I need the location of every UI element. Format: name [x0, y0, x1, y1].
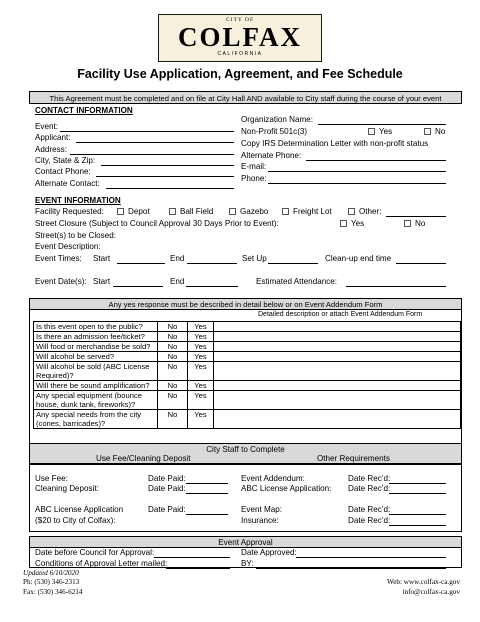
- address-field[interactable]: [70, 145, 234, 155]
- cleaning-date-paid-label: Date Paid:: [148, 484, 186, 493]
- event-description-label: Event Description:: [35, 242, 101, 251]
- question-text: Any special needs from the city (cones, barricades)?: [34, 410, 158, 429]
- times-start-label: Start: [93, 254, 111, 263]
- street-closure-no-checkbox[interactable]: [404, 220, 411, 227]
- questions-left-border: [29, 310, 30, 464]
- dates-start-field[interactable]: [113, 277, 163, 287]
- question-detail-field[interactable]: [214, 381, 461, 391]
- question-yes[interactable]: Yes: [188, 322, 214, 332]
- event-field[interactable]: [60, 122, 234, 132]
- facility-gazebo[interactable]: [229, 207, 268, 216]
- alternate-phone-field[interactable]: [306, 151, 446, 161]
- question-detail-field[interactable]: [214, 322, 461, 332]
- approved-by-label: BY:: [241, 559, 254, 568]
- facility-freight-lot-label: Freight Lot: [293, 207, 332, 216]
- alternate-contact-field[interactable]: [106, 179, 234, 189]
- use-fee-date-paid-label: Date Paid:: [148, 474, 186, 483]
- email-label: E-mail:: [241, 162, 267, 171]
- nonprofit-yes-label: Yes: [379, 127, 393, 136]
- email-field[interactable]: [268, 162, 446, 172]
- question-text: Will there be sound amplification?: [34, 381, 158, 391]
- question-no[interactable]: No: [158, 410, 188, 429]
- question-row: [34, 332, 461, 342]
- street-closure-label: Street Closure (Subject to Council Approval 30 Days Prior to Event):: [35, 219, 279, 228]
- question-row: [34, 342, 461, 352]
- question-row: [34, 410, 461, 429]
- applicant-label: Applicant:: [35, 133, 71, 142]
- street-closure-no-label: No: [415, 219, 426, 228]
- dates-end-field[interactable]: [186, 277, 238, 287]
- facility-ball-field-checkbox[interactable]: [169, 208, 176, 215]
- copy-irs-label: Copy IRS Determination Letter with non-profit status: [241, 139, 429, 148]
- facility-freight-lot[interactable]: [282, 207, 332, 216]
- question-text: Is this event open to the public?: [34, 322, 158, 332]
- question-no[interactable]: No: [158, 391, 188, 410]
- phone-field[interactable]: [268, 174, 446, 184]
- question-yes[interactable]: Yes: [188, 362, 214, 381]
- detail-header: Detailed description or attach Event Addendum Form: [258, 311, 423, 318]
- setup-field[interactable]: [268, 254, 318, 264]
- date-approved-label: Date Approved:: [241, 548, 297, 557]
- date-before-council-label: Date before Council for Approval:: [35, 548, 155, 557]
- event-map-label: Event Map:: [241, 505, 282, 514]
- abc-application-label-2: ($20 to City of Colfax):: [35, 516, 116, 525]
- alternate-phone-label: Alternate Phone:: [241, 151, 302, 160]
- organization-name-label: Organization Name:: [241, 115, 313, 124]
- streets-closed-label: Street(s) to be Closed:: [35, 231, 116, 240]
- insurance-label: Insurance:: [241, 516, 279, 525]
- question-detail-field[interactable]: [214, 362, 461, 381]
- street-closure-yes-label: Yes: [351, 219, 365, 228]
- abc-date-paid-field[interactable]: [186, 505, 228, 515]
- applicant-field[interactable]: [76, 133, 234, 143]
- times-end-label: End: [170, 254, 185, 263]
- questions-right-border: [461, 310, 462, 464]
- question-row: [34, 322, 461, 332]
- question-row: [34, 362, 461, 381]
- question-row: [34, 352, 461, 362]
- staff-right-title: Other Requirements: [317, 454, 390, 463]
- abc-license-app-label: ABC License Application:: [241, 484, 332, 493]
- abc-application-label-1: ABC License Application: [35, 505, 124, 514]
- city-state-zip-field[interactable]: [101, 156, 234, 166]
- question-yes[interactable]: Yes: [188, 342, 214, 352]
- facility-gazebo-label: Gazebo: [240, 207, 269, 216]
- organization-name-field[interactable]: [318, 115, 446, 125]
- dates-start-label: Start: [93, 277, 111, 286]
- street-closure-yes-checkbox[interactable]: [340, 220, 347, 227]
- facility-other-checkbox[interactable]: [348, 208, 355, 215]
- contact-heading: CONTACT INFORMATION: [35, 106, 133, 115]
- question-no[interactable]: No: [158, 362, 188, 381]
- question-yes[interactable]: Yes: [188, 352, 214, 362]
- question-row: [34, 381, 461, 391]
- question-detail-field[interactable]: [214, 342, 461, 352]
- yes-response-notice: [29, 298, 462, 310]
- cleaning-date-paid-field[interactable]: [186, 484, 228, 494]
- address-label: Address:: [35, 145, 67, 154]
- nonprofit-yes[interactable]: [368, 127, 392, 136]
- facility-depot-label: Depot: [128, 207, 150, 216]
- map-recd-field[interactable]: [389, 505, 446, 515]
- questions-table: [33, 321, 461, 429]
- logo-main-text: COLFAX: [178, 22, 302, 52]
- question-yes[interactable]: Yes: [188, 391, 214, 410]
- yes-response-notice-text: Any yes response must be described in detail below or on Event Addendum Form: [108, 300, 383, 309]
- addendum-recd-field[interactable]: [389, 474, 446, 484]
- city-state-zip-label: City, State & Zip:: [35, 156, 96, 165]
- staff-left-title: Use Fee/Cleaning Deposit: [96, 454, 191, 463]
- staff-title: City Staff to Complete: [206, 445, 285, 454]
- use-fee-date-paid-field[interactable]: [186, 474, 228, 484]
- setup-label: Set Up: [242, 254, 267, 263]
- use-fee-label: Use Fee:: [35, 474, 68, 483]
- question-no[interactable]: No: [158, 352, 188, 362]
- street-closure-no[interactable]: [404, 219, 425, 228]
- event-dates-label: Event Date(s):: [35, 277, 87, 286]
- attendance-field[interactable]: [346, 277, 446, 287]
- facility-ball-field-label: Ball Field: [180, 207, 214, 216]
- facility-requested-label: Facility Requested:: [35, 207, 104, 216]
- nonprofit-no-label: No: [435, 127, 446, 136]
- footer-web: Web: www.colfax-ca.gov: [387, 578, 460, 586]
- footer-updated: Updated 6/10/2020: [23, 569, 79, 577]
- question-no[interactable]: No: [158, 322, 188, 332]
- staff-header: [29, 443, 462, 464]
- approval-title: Event Approval: [218, 538, 273, 547]
- cleanup-label: Clean-up end time: [325, 254, 392, 263]
- footer-fax: Fax: (530) 346-6214: [23, 588, 83, 596]
- logo-bottom-text: CALIFORNIA: [217, 51, 263, 57]
- facility-ball-field[interactable]: [169, 207, 213, 216]
- event-heading: EVENT INFORMATION: [35, 196, 121, 205]
- nonprofit-no-checkbox[interactable]: [424, 128, 431, 135]
- logo-top-text: CITY OF: [225, 17, 255, 23]
- question-detail-field[interactable]: [214, 352, 461, 362]
- date-approved-field[interactable]: [296, 548, 446, 558]
- attendance-label: Estimated Attendance:: [256, 277, 337, 286]
- contact-phone-field[interactable]: [96, 167, 234, 177]
- abc-recd-field[interactable]: [389, 484, 446, 494]
- nonprofit-label: Non-Profit 501c(3): [241, 127, 308, 136]
- facility-depot[interactable]: [117, 207, 150, 216]
- times-start-field[interactable]: [117, 254, 165, 264]
- footer-email: info@colfax-ca.gov: [402, 588, 460, 596]
- question-detail-field[interactable]: [214, 332, 461, 342]
- alternate-contact-label: Alternate Contact:: [35, 179, 100, 188]
- phone-label: Phone:: [241, 174, 267, 183]
- agreement-notice-text: This Agreement must be completed and on file at City Hall AND available to City staff during the course of your event: [49, 93, 442, 103]
- insurance-recd-field[interactable]: [389, 516, 446, 526]
- times-end-field[interactable]: [187, 254, 237, 264]
- cleaning-deposit-label: Cleaning Deposit:: [35, 484, 99, 493]
- question-yes[interactable]: Yes: [188, 381, 214, 391]
- facility-other-label: Other:: [359, 207, 382, 216]
- approved-by-field[interactable]: [256, 559, 446, 569]
- insurance-recd-label: Date Rec’d:: [348, 516, 391, 525]
- event-addendum-label: Event Addendum:: [241, 474, 305, 483]
- page-title: Facility Use Application, Agreement, and Fee Schedule: [77, 67, 403, 81]
- question-text: Will alcohol be sold (ABC License Required)?: [34, 362, 158, 381]
- nonprofit-no[interactable]: [424, 127, 445, 136]
- question-text: Will alcohol be served?: [34, 352, 158, 362]
- date-before-council-field[interactable]: [154, 548, 230, 558]
- city-logo: [158, 14, 322, 62]
- conditions-letter-field[interactable]: [166, 559, 230, 569]
- facility-depot-checkbox[interactable]: [117, 208, 124, 215]
- question-no[interactable]: No: [158, 381, 188, 391]
- conditions-letter-label: Conditions of Approval Letter mailed:: [35, 559, 168, 568]
- question-yes[interactable]: Yes: [188, 410, 214, 429]
- approval-header: [29, 536, 462, 548]
- question-text: Any special equipment (bounce house, dunk tank, fireworks)?: [34, 391, 158, 410]
- facility-other-field[interactable]: [386, 207, 446, 217]
- agreement-notice: [29, 91, 462, 104]
- map-recd-label: Date Rec’d:: [348, 505, 391, 514]
- cleanup-field[interactable]: [396, 254, 446, 264]
- question-text: Will food or merchandise be sold?: [34, 342, 158, 352]
- contact-phone-label: Contact Phone:: [35, 167, 91, 176]
- question-text: Is there an admission fee/ticket?: [34, 332, 158, 342]
- facility-freight-lot-checkbox[interactable]: [282, 208, 289, 215]
- event-label: Event:: [35, 122, 58, 131]
- question-no[interactable]: No: [158, 342, 188, 352]
- question-no[interactable]: No: [158, 332, 188, 342]
- street-closure-yes[interactable]: [340, 219, 364, 228]
- question-yes[interactable]: Yes: [188, 332, 214, 342]
- nonprofit-yes-checkbox[interactable]: [368, 128, 375, 135]
- addendum-recd-label: Date Rec’d:: [348, 474, 391, 483]
- facility-other[interactable]: [348, 207, 382, 216]
- question-detail-field[interactable]: [214, 391, 461, 410]
- dates-end-label: End: [170, 277, 185, 286]
- footer-phone: Ph: (530) 346-2313: [23, 578, 80, 586]
- question-row: [34, 391, 461, 410]
- abc-recd-label: Date Rec’d:: [348, 484, 391, 493]
- event-times-label: Event Times:: [35, 254, 82, 263]
- question-detail-field[interactable]: [214, 410, 461, 429]
- abc-date-paid-label: Date Paid:: [148, 505, 186, 514]
- facility-gazebo-checkbox[interactable]: [229, 208, 236, 215]
